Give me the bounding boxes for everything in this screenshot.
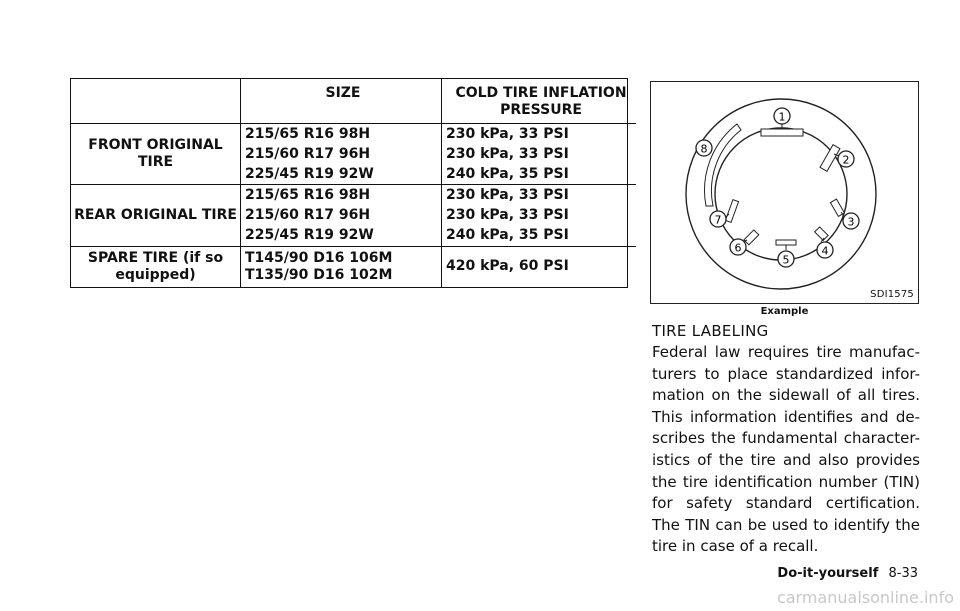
size-cell: 225/45 R19 92W (241, 226, 442, 247)
callout-7 (710, 211, 726, 227)
callout-4 (817, 242, 833, 258)
size-cell: 215/60 R17 96H (241, 206, 442, 226)
figure-caption: Example (760, 306, 809, 317)
figure-code: SDI1575 (870, 289, 914, 300)
pressure-cell: 230 kPa, 33 PSI (442, 185, 637, 206)
table-row (71, 246, 636, 287)
label-mark-4 (815, 227, 828, 240)
label-mark-1 (761, 129, 803, 136)
header-pressure: COLD TIRE INFLATION PRESSURE (455, 85, 627, 118)
footer-section-name: Do-it-yourself (777, 566, 879, 581)
tire-sidewall-figure (650, 81, 919, 304)
page-number: 8-33 (888, 566, 918, 581)
callout-number: 3 (847, 215, 855, 229)
tire-sidewall-illustration (651, 82, 918, 303)
callout-3 (843, 213, 859, 229)
callout-number: 5 (782, 253, 790, 267)
size-cell: 225/45 R19 92W (241, 164, 442, 185)
size-cell: 215/60 R17 96H (241, 144, 442, 164)
size-cell: 215/65 R16 98H (241, 124, 442, 145)
callout-6 (730, 239, 746, 255)
watermark: carmanualsonline.info (776, 588, 954, 607)
callout-number: 6 (734, 241, 742, 255)
pressure-cell: 230 kPa, 33 PSI (442, 124, 637, 145)
label-mark-7 (725, 200, 738, 223)
pressure-cell: 240 kPa, 35 PSI (446, 165, 569, 182)
callout-number: 2 (842, 153, 850, 167)
label-mark-8 (705, 124, 741, 206)
pressure-cell: 230 kPa, 33 PSI (446, 145, 569, 162)
body-paragraph: Federal law requires tire manufac-turers to place standardized infor-mation on the sidewall of all tires. This information identifies and de-scribes the fundamental character-istics of the tire and also provides the tire identification number (TIN) for safety standard certification. The TIN can be used to identify the tire in case of a recall. (652, 343, 920, 556)
table-row (71, 185, 636, 206)
callout-2 (838, 151, 854, 167)
group-label-rear: REAR ORIGINAL TIRE (71, 185, 241, 246)
callout-1 (774, 108, 790, 124)
label-mark-6 (744, 230, 759, 245)
callout-number: 1 (778, 110, 786, 124)
callout-5 (778, 251, 794, 267)
callout-number: 7 (714, 213, 722, 227)
size-cell: 215/65 R16 98H (241, 185, 442, 206)
page-footer (777, 566, 918, 581)
callout-number: 8 (700, 142, 708, 156)
callout-number: 4 (821, 244, 829, 258)
label-mark-5 (776, 240, 796, 245)
group-label-front: FRONT ORIGINAL TIRE (71, 124, 241, 185)
tire-table-grid (71, 79, 636, 287)
callout-8 (696, 140, 712, 156)
tire-pressure-table (70, 78, 628, 288)
header-blank (71, 79, 241, 124)
table-row (71, 124, 636, 145)
pressure-cell: 240 kPa, 35 PSI (446, 227, 569, 244)
section-heading: TIRE LABELING (652, 322, 769, 340)
table-header-row (71, 79, 636, 124)
header-size: SIZE (241, 79, 442, 124)
pressure-cell: 420 kPa, 60 PSI (442, 246, 637, 287)
size-cell: T145/90 D16 106M T135/90 D16 102M (241, 246, 442, 287)
group-label-spare: SPARE TIRE (if so equipped) (71, 246, 241, 287)
pressure-cell: 230 kPa, 33 PSI (446, 207, 569, 224)
